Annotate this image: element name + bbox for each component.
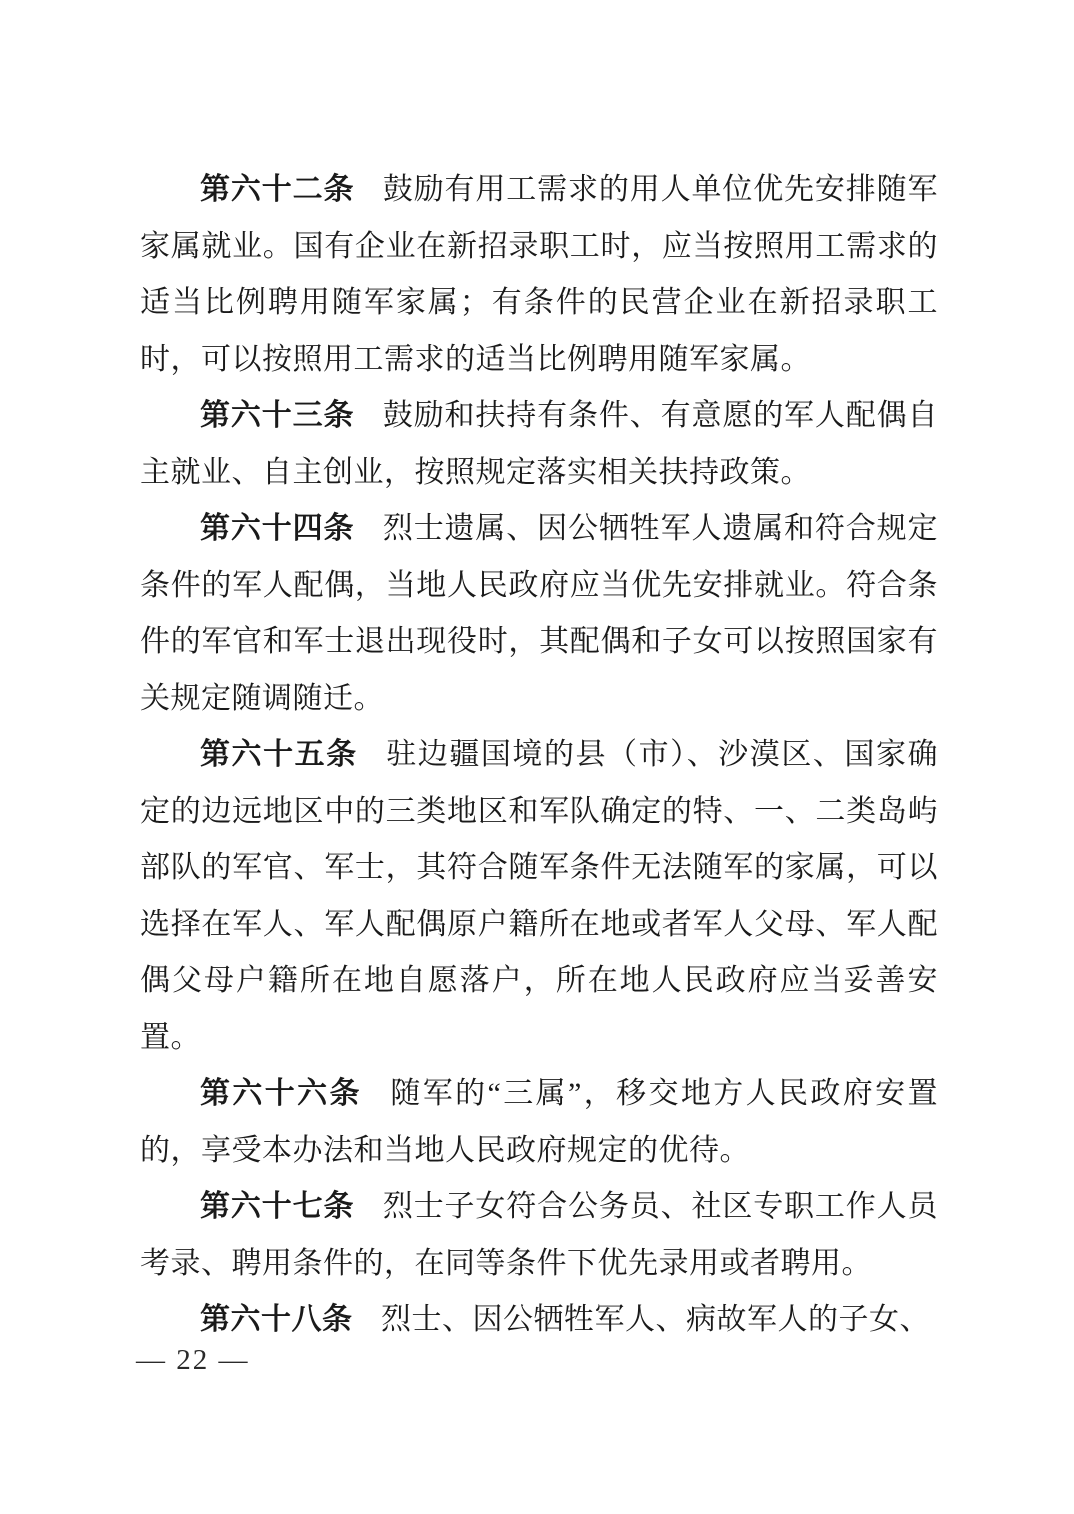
article-number: 第六十二条 (200, 173, 355, 206)
article-paragraph-68 (140, 1292, 938, 1349)
article-text: 随军的“三属”，移交地方人民政府安置的，享受本办法和当地人民政府规定的优待。 (140, 1077, 938, 1167)
article-text: 鼓励有用工需求的用人单位优先安排随军家属就业。国有企业在新招录职工时，应当按照用工需求的适当比例聘用随军家属；有条件的民营企业在新招录职工时，可以按照用工需求的适当比例聘用随军家属。 (140, 173, 939, 376)
page-number (136, 1340, 250, 1380)
document-body (140, 162, 938, 1349)
article-number: 第六十七条 (200, 1190, 355, 1223)
article-paragraph-63 (140, 388, 938, 501)
article-paragraph-66 (140, 1066, 938, 1179)
article-number: 第六十三条 (200, 399, 355, 432)
article-number: 第六十五条 (200, 738, 358, 771)
article-text: 烈士子女符合公务员、社区专职工作人员考录、聘用条件的，在同等条件下优先录用或者聘用。 (140, 1190, 939, 1280)
article-number: 第六十四条 (200, 512, 355, 545)
article-number: 第六十六条 (200, 1077, 362, 1110)
article-number: 第六十八条 (200, 1303, 353, 1336)
page-number-label: — 22 — (136, 1344, 250, 1376)
article-text: 驻边疆国境的县（市）、沙漠区、国家确定的边远地区中的三类地区和军队确定的特、一、二类岛屿部队的军官、军士，其符合随军条件无法随军的家属，可以选择在军人、军人配偶原户籍所在地或者军人父母、军人配偶父母户籍所在地自愿落户，所在地人民政府应当妥善安置。 (140, 738, 939, 1054)
article-text: 鼓励和扶持有条件、有意愿的军人配偶自主就业、自主创业，按照规定落实相关扶持政策。 (140, 399, 939, 489)
article-paragraph-64 (140, 501, 938, 727)
article-text: 烈士遗属、因公牺牲军人遗属和符合规定条件的军人配偶，当地人民政府应当优先安排就业。符合条件的军官和军士退出现役时，其配偶和子女可以按照国家有关规定随调随迁。 (140, 512, 939, 715)
article-text: 烈士、因公牺牲军人、病故军人的子女、 (381, 1303, 930, 1336)
article-paragraph-62 (140, 162, 938, 388)
article-paragraph-65 (140, 727, 938, 1066)
article-paragraph-67 (140, 1179, 938, 1292)
